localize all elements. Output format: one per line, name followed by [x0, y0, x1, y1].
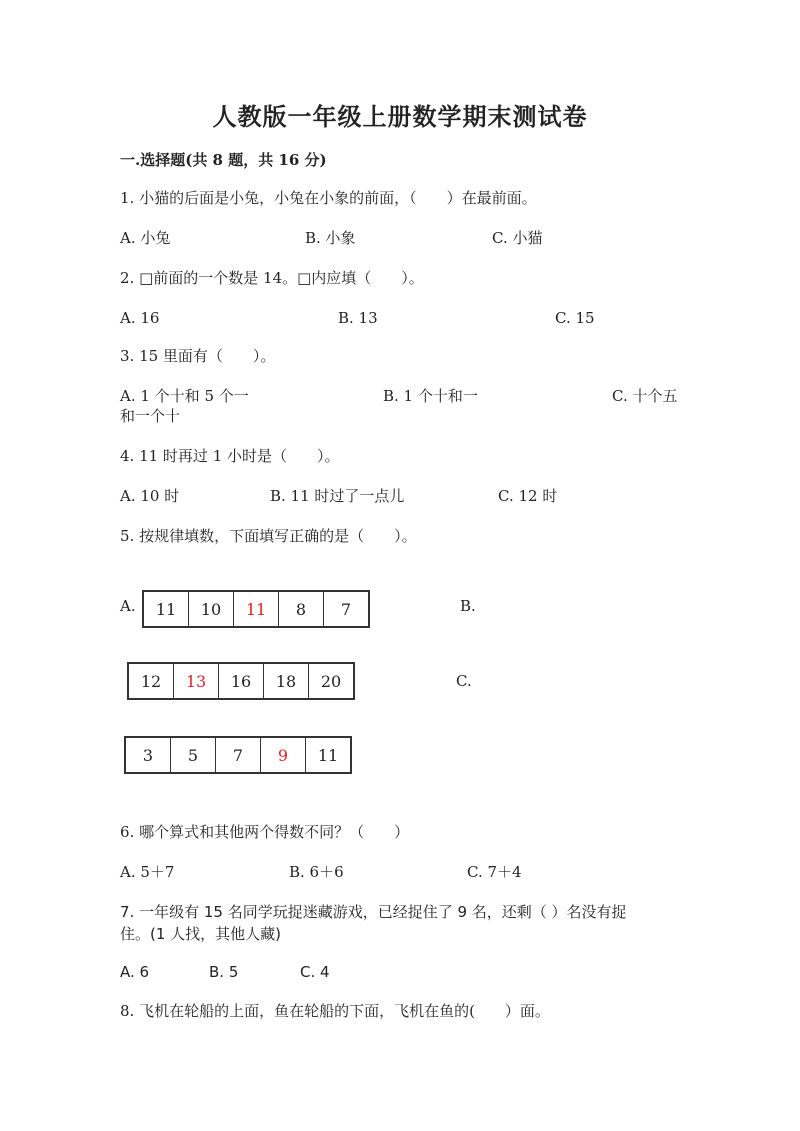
question-1: 1. 小猫的后面是小兔，小兔在小象的前面，（ ）在最前面。 — [120, 189, 537, 207]
q6-option-b: B. 6＋6 — [289, 863, 344, 881]
question-5: 5. 按规律填数，下面填写正确的是（ ）。 — [120, 527, 417, 545]
question-7-line-2: 住。(1 人找，其他人藏) — [120, 925, 282, 943]
sequence-cell: 11 — [144, 592, 189, 626]
q3-option-a: A. 1 个十和 5 个一 — [120, 387, 249, 405]
question-3: 3. 15 里面有（ ）。 — [120, 347, 276, 365]
q5-option-c: C. — [456, 672, 472, 690]
sequence-cell: 18 — [264, 664, 309, 698]
sequence-cell: 5 — [171, 738, 216, 772]
q5-option-a: A. — [120, 597, 136, 615]
section-heading: 一.选择题(共 8 题，共 16 分) — [120, 151, 327, 169]
q4-option-b: B. 11 时过了一点儿 — [270, 487, 405, 505]
q3-option-b: B. 1 个十和一 — [383, 387, 478, 405]
sequence-cell: 13 — [174, 664, 219, 698]
q7-option-a: A. 6 — [120, 963, 150, 981]
sequence-cell: 16 — [219, 664, 264, 698]
sequence-cell: 8 — [279, 592, 324, 626]
q7-option-b: B. 5 — [209, 963, 239, 981]
q7-option-c: C. 4 — [300, 963, 330, 981]
sequence-cell: 7 — [216, 738, 261, 772]
q5-option-b: B. — [460, 597, 476, 615]
number-sequence-a — [142, 590, 370, 628]
sequence-cell: 11 — [317, 745, 339, 765]
q4-option-c: C. 12 时 — [498, 487, 558, 505]
sequence-cell: 3 — [126, 738, 171, 772]
sequence-cell: 20 — [320, 671, 342, 691]
sequence-cell: 12 — [129, 664, 174, 698]
q2-option-b: B. 13 — [338, 309, 378, 327]
q6-option-a: A. 5＋7 — [120, 863, 175, 881]
number-sequence-b — [127, 662, 355, 700]
question-6: 6. 哪个算式和其他两个得数不同？（ ） — [120, 823, 410, 841]
question-7-line-1: 7. 一年级有 15 名同学玩捉迷藏游戏，已经捉住了 9 名，还剩（ ）名没有捉 — [120, 903, 627, 921]
q6-option-c: C. 7＋4 — [467, 863, 522, 881]
question-2: 2. □前面的一个数是 14。□内应填（ ）。 — [120, 269, 424, 287]
q3-option-c: C. 十个五 — [612, 387, 678, 405]
question-4: 4. 11 时再过 1 小时是（ ）。 — [120, 447, 340, 465]
sequence-cell: 9 — [261, 738, 306, 772]
number-sequence-c — [124, 736, 352, 774]
q1-option-c: C. 小猫 — [492, 229, 543, 247]
sequence-cell: 10 — [189, 592, 234, 626]
q2-option-c: C. 15 — [555, 309, 595, 327]
q4-option-a: A. 10 时 — [120, 487, 180, 505]
question-8: 8. 飞机在轮船的上面，鱼在轮船的下面，飞机在鱼的( ）面。 — [120, 1002, 550, 1020]
page-title: 人教版一年级上册数学期末测试卷 — [212, 102, 588, 131]
q1-option-b: B. 小象 — [305, 229, 356, 247]
q3-option-c-wrap: 和一个十 — [120, 407, 181, 425]
sequence-cell: 7 — [340, 599, 352, 619]
q2-option-a: A. 16 — [120, 309, 160, 327]
sequence-cell: 11 — [234, 592, 279, 626]
q1-option-a: A. 小兔 — [120, 229, 171, 247]
